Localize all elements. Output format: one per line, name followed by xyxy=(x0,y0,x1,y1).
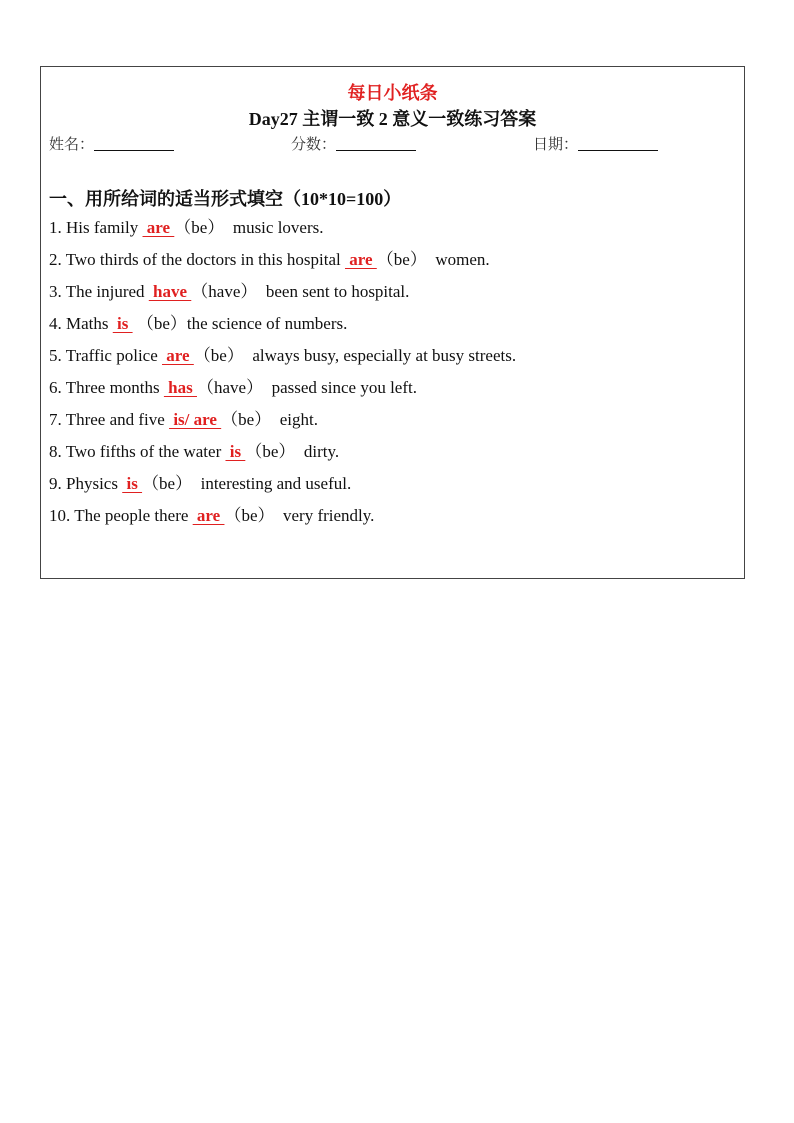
question-1 xyxy=(49,215,516,247)
question-list xyxy=(49,215,516,535)
page-title: 每日小纸条 xyxy=(347,83,438,103)
answer-text: has xyxy=(163,378,197,397)
answer-text: are xyxy=(344,250,377,269)
question-3 xyxy=(49,279,516,311)
question-hint: （be） very friendly. xyxy=(224,506,375,525)
question-hint: （be） music lovers. xyxy=(174,218,324,237)
question-hint: （be）the science of numbers. xyxy=(132,314,348,333)
answer-text: is xyxy=(225,442,246,461)
answer-text: is xyxy=(122,474,143,493)
date-field xyxy=(533,133,658,154)
name-field xyxy=(49,133,174,154)
score-label: 分数： xyxy=(291,137,337,153)
question-text: 9. Physics xyxy=(49,474,123,493)
date-label: 日期： xyxy=(533,137,579,153)
question-hint: （have） been sent to hospital. xyxy=(191,282,410,301)
question-text: 5. Traffic police xyxy=(49,346,163,365)
question-9 xyxy=(49,471,516,503)
question-text: 8. Two fifths of the water xyxy=(49,442,226,461)
page-subtitle: Day27 主谓一致 2 意义一致练习答案 xyxy=(248,109,537,129)
question-hint: （have） passed since you left. xyxy=(196,378,417,397)
answer-text: is/ are xyxy=(169,410,222,429)
answer-text: are xyxy=(142,218,175,237)
question-text: 10. The people there xyxy=(49,506,193,525)
question-text: 1. His family xyxy=(49,218,143,237)
question-5 xyxy=(49,343,516,375)
date-blank xyxy=(578,136,658,151)
score-blank xyxy=(336,136,416,151)
question-text: 4. Maths xyxy=(49,314,113,333)
question-2 xyxy=(49,247,516,279)
question-4 xyxy=(49,311,516,343)
question-text: 6. Three months xyxy=(49,378,164,397)
score-field xyxy=(291,133,416,154)
name-blank xyxy=(94,136,174,151)
question-hint: （be） dirty. xyxy=(245,442,340,461)
question-hint: （be） always busy, especially at busy streets. xyxy=(193,346,517,365)
question-7 xyxy=(49,407,516,439)
name-label: 姓名： xyxy=(49,137,95,153)
worksheet-frame xyxy=(40,66,745,579)
question-text: 3. The injured xyxy=(49,282,149,301)
question-hint: （be） eight. xyxy=(221,410,318,429)
question-10 xyxy=(49,503,516,535)
answer-text: are xyxy=(162,346,194,365)
question-hint: （be） women. xyxy=(376,250,490,269)
answer-text: is xyxy=(112,314,133,333)
question-8 xyxy=(49,439,516,471)
question-text: 2. Two thirds of the doctors in this hospital xyxy=(49,250,345,269)
answer-text: have xyxy=(148,282,192,301)
section-heading: 一、用所给词的适当形式填空（10*10=100） xyxy=(49,189,402,209)
question-text: 7. Three and five xyxy=(49,410,170,429)
question-hint: （be） interesting and useful. xyxy=(142,474,352,493)
question-6 xyxy=(49,375,516,407)
answer-text: are xyxy=(192,506,225,525)
